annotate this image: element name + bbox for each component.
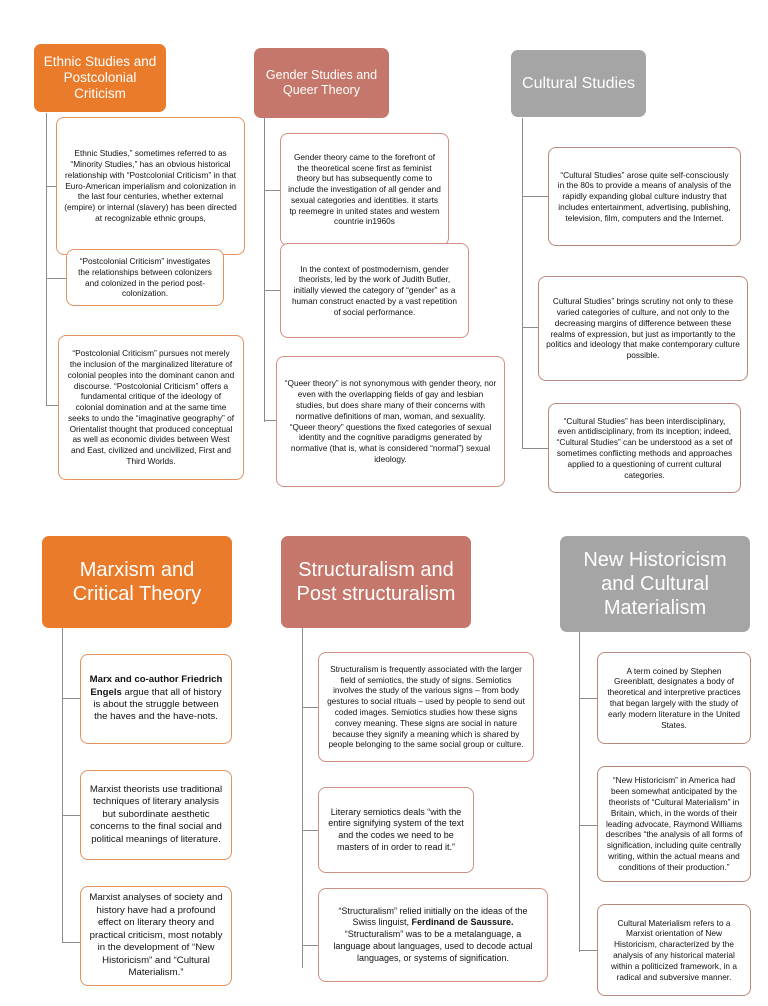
header-structuralism-label: Structuralism and Post structuralism xyxy=(296,559,456,605)
gender-box-2-text: In the context of postmodernism, gender theorists, led by the work of Judith Butler, initially viewed the category of “gender” as a human construct enacted by a vast repetition of social performance. xyxy=(291,263,458,317)
ethnic-box-2-text: “Postcolonial Criticism” investigates the relationships between colonizers and colonized in the period post-colonization. xyxy=(78,255,212,299)
gender-box-1 xyxy=(280,133,449,246)
newhist-box-3 xyxy=(597,904,751,996)
newhist-box-1-text: A term coined by Stephen Greenblatt, designates a body of theoretical and interpretive practices that began largely with the study of early modern literature in the United States. xyxy=(607,665,741,730)
connector-ethnic-b1 xyxy=(46,186,56,187)
connector-ethnic xyxy=(46,113,47,405)
connector-newhist xyxy=(579,632,580,952)
cultural-box-1 xyxy=(548,147,741,246)
connector-structuralism xyxy=(302,628,303,968)
marxism-box-1-rest: argue that all of history is about the struggle between the haves and the have-nots. xyxy=(93,686,222,723)
ethnic-box-3-text: “Postcolonial Criticism” pursues not merely the inclusion of the marginalized literature of colonial peoples into the dominant canon and discourse. “Postcolonial Criticism” offers a fundamental critique of the ideology of colonial domination and at the same time seeks to undo the “imaginative geography” of Orientalist thought that produced conceptual as well as economic divides between West and East, civilized and uncivilized, First and Third Worlds. xyxy=(67,348,235,467)
cultural-box-2 xyxy=(538,276,748,381)
marxism-box-3 xyxy=(80,886,232,986)
gender-box-3-text: “Queer theory” is not synonymous with gender theory, nor even with the overlapping fields of gay and lesbian studies, but does share many of their concerns with normative definitions of man, woman, and sexuality. “Queer theory” questions the fixed categories of sexual identity and the cognitive paradigms generated by normative (that is, what is considered “normal”) sexual ideology. xyxy=(284,378,497,464)
header-ethnic-studies-label: Ethnic Studies and Postcolonial Criticism xyxy=(43,53,157,102)
connector-newhist-b2 xyxy=(579,825,597,826)
marxism-box-2-text: Marxist theorists use traditional techniques of literary analysis but subordinate aesthetic concerns to the final social and political meanings of literature. xyxy=(89,783,223,845)
header-cultural-studies-label: Cultural Studies xyxy=(522,74,635,92)
header-gender-studies-label: Gender Studies and Queer Theory xyxy=(265,68,378,97)
connector-cultural-b1 xyxy=(522,196,548,197)
structuralism-box-1 xyxy=(318,652,534,762)
cultural-box-3 xyxy=(548,403,741,493)
structuralism-box-3-text xyxy=(326,906,540,964)
structuralism-box-2 xyxy=(318,787,474,873)
connector-newhist-b1 xyxy=(579,698,597,699)
structuralism-box-3-post: “Structuralism” was to be a metalanguage, a language about languages, used to decode actual languages, or systems of signification. xyxy=(333,929,533,963)
ethnic-box-1 xyxy=(56,117,245,255)
cultural-box-3-text: “Cultural Studies” has been interdisciplinary, even antidisciplinary, from its inception; indeed, “Cultural Studies” can be understood as a set of sometimes conflicting methods and approaches applied to a questioning of current cultural categories. xyxy=(556,415,733,480)
header-cultural-studies xyxy=(511,50,646,117)
ethnic-box-2 xyxy=(66,249,224,306)
marxism-box-1-strong: Marx and co-author Friedrich Engels xyxy=(89,674,223,698)
connector-cultural-b2 xyxy=(522,327,538,328)
connector-newhist-b3 xyxy=(579,950,597,951)
connector-gender-b2 xyxy=(264,290,280,291)
connector-structuralism-b3 xyxy=(302,945,318,946)
connector-marxism-b3 xyxy=(62,942,80,943)
header-gender-studies xyxy=(254,48,389,118)
gender-box-1-text: Gender theory came to the forefront of the theoretical scene first as feminist theory but has subsequently come to include the investigation of all gender and sexual categories and identities. it starts tp reemegre in united states and western countrie in1960s xyxy=(288,151,441,227)
newhist-box-3-text: Cultural Materialism refers to a Marxist orientation of New Historicism, characterized by the analysis of any historical material within a politicized framework, in a radical and subversive manner. xyxy=(611,917,737,982)
connector-structuralism-b1 xyxy=(302,707,318,708)
header-structuralism xyxy=(281,536,471,628)
gender-box-2 xyxy=(280,243,469,338)
connector-cultural xyxy=(522,118,523,448)
structuralism-box-2-text: Literary semiotics deals “with the entire signifying system of the text and the codes we need to be masters of in order to read it.” xyxy=(328,806,464,852)
connector-gender xyxy=(264,118,265,422)
structuralism-box-3-pre: “Structuralism” relied initially on the ideas of the Swiss linguist, xyxy=(338,905,528,928)
marxism-box-1 xyxy=(80,654,232,744)
connector-ethnic-b2 xyxy=(46,278,66,279)
newhist-box-2-text: “New Historicism” in America had been somewhat anticipated by the theorists of “Cultural Materialism” in Britain, which, in the words of their leading advocate, Raymond Williams describes “the analysis of all forms of signification, including quite centrally writing, within the actual means and conditions of their production.” xyxy=(605,775,743,872)
cultural-box-1-text: “Cultural Studies” arose quite self-consciously in the 80s to provide a means of analysis of the rapidly expanding global culture industry that includes entertainment, advertising, publishing, television, film, computers and the Internet. xyxy=(557,169,732,223)
connector-marxism-b1 xyxy=(62,698,80,699)
connector-marxism xyxy=(62,628,63,942)
header-marxism xyxy=(42,536,232,628)
newhist-box-2 xyxy=(597,766,751,882)
marxism-box-1-text xyxy=(88,674,224,724)
structuralism-box-3-strong: Ferdinand de Saussure. xyxy=(411,917,514,928)
structuralism-box-1-text: Structuralism is frequently associated with the larger field of semiotics, the study of signs. Semiotics involves the study of the various signs – from body gestures to social rituals – used by people to send out coded images. Semiotics studies how these signs convey meaning. These signs are social in nature because they signify a meaning which is shared by people belonging to the same social group or culture. xyxy=(327,663,525,750)
connector-cultural-b3 xyxy=(522,448,548,449)
connector-marxism-b2 xyxy=(62,815,80,816)
gender-box-3 xyxy=(276,356,505,487)
cultural-box-2-text: Cultural Studies” brings scrutiny not only to these varied categories of culture, and not only to the decreasing margins of difference between these realms of expression, but just as importantly to the politics and ideology that make contemporary culture possible. xyxy=(546,296,740,361)
connector-gender-b3 xyxy=(264,420,276,421)
header-new-historicism xyxy=(560,536,750,632)
connector-structuralism-b2 xyxy=(302,830,318,831)
ethnic-box-3 xyxy=(58,335,244,480)
header-marxism-label: Marxism and Critical Theory xyxy=(72,559,202,605)
connector-gender-b1 xyxy=(264,190,280,191)
ethnic-box-1-text: Ethnic Studies,” sometimes referred to as “Minority Studies,” has an obvious historical relationship with “Postcolonial Criticism” in that Euro-American imperialism and colonization in the last four centuries, whether external (empire) or internal (slavery) has been directed at recognizable ethnic groups, xyxy=(64,148,237,223)
structuralism-box-3 xyxy=(318,888,548,982)
header-ethnic-studies xyxy=(34,44,166,112)
connector-ethnic-b3 xyxy=(46,405,58,406)
marxism-box-2 xyxy=(80,770,232,860)
header-new-historicism-label: New Historicism and Cultural Materialism xyxy=(583,549,727,619)
marxism-box-3-text: Marxist analyses of society and history have had a profound effect on literary theory and practical criticism, most notably in the development of “New Historicism” and “Cultural Materialism.” xyxy=(89,892,223,979)
newhist-box-1 xyxy=(597,652,751,744)
